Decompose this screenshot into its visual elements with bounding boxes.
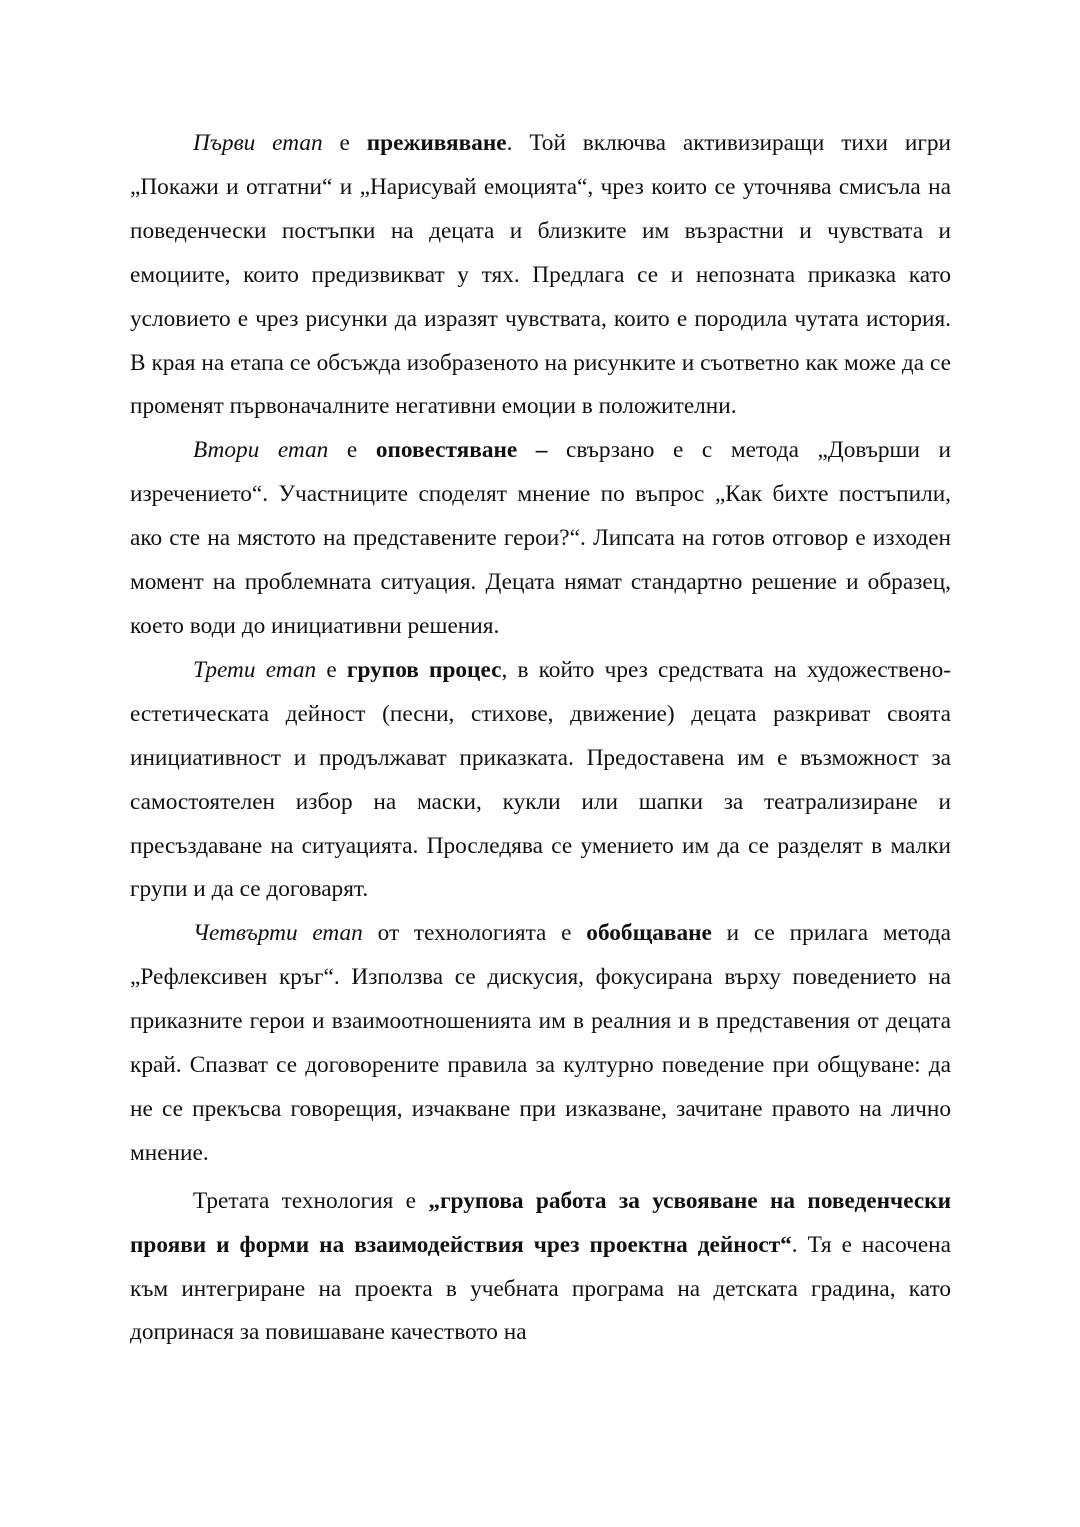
document-page [130, 122, 951, 1355]
stage-one-label: Първи етап [193, 130, 323, 156]
stage-three-label: Трети етап [193, 656, 317, 683]
stage-two-term: оповестяване – [375, 437, 548, 464]
paragraph-stage-three [130, 649, 951, 912]
stage-three-term: групов процес [346, 656, 502, 683]
paragraph-stage-two [130, 429, 951, 649]
stage-one-term: преживяване [366, 130, 507, 156]
paragraph-text: е [328, 437, 376, 464]
paragraph-text: . Тя е насочена към интегриране на проекта в учебната програма на детската градина, като допринася за повишаване качеството на [130, 1231, 951, 1346]
paragraph-text: Третата технология е [193, 1187, 429, 1214]
paragraph-text: е [316, 656, 347, 683]
paragraph-text: , в който чрез средствата на художествено-естетическата дейност (песни, стихове, движение) децата разкриват своята инициативност и продължават приказката. Предоставена им е възможност за самостоятелен избор на маски, кукли или шапки за театрализиране и пресъздаване на ситуацията. Проследява се умението им да се разделят в малки групи и да се договарят. [130, 656, 951, 903]
paragraph-text: . Той включва активизиращи тихи игри „Покажи и отгатни“ и „Нарисувай емоцията“, чрез които се уточнява смисъла на поведенчески постъпки на децата и близките им възрастни и чувствата и емоциите, които предизвикват у тях. Предлага се и непозната приказка като условието е чрез рисунки да изразят чувствата, които е породила чутата история. В края на етапа се обсъжда изобразеното на рисунките и съответно как може да се променят първоначалните негативни емоции в положителни. [130, 130, 952, 420]
paragraph-stage-four [130, 912, 951, 1175]
stage-two-label: Втори етап [193, 437, 329, 464]
paragraph-text: и се прилага метода „Рефлексивен кръг“. Използва се дискусия, фокусирана върху поведението на приказните герои и взаимоотношенията им в реалния и в представения от децата край. Спазват се договорените правила за културно поведение при общуване: да не се прекъсва говорещия, изчакване при изказване, зачитане правото на лично мнение. [130, 920, 951, 1166]
paragraph-stage-one [130, 122, 951, 429]
third-technology-term: „групова работа за усвояване на поведенчески прояви и форми на взаимодействия чрез проектна дейност“ [130, 1187, 952, 1258]
paragraph-text: е [322, 130, 367, 156]
stage-four-label: Четвърти етап [193, 920, 363, 947]
paragraph-text: свързано е с метода „Довърши и изречението“. Участниците споделят мнение по въпрос „Как бихте постъпили, ако сте на мястото на представените герои?“. Липсата на готов отговор е изходен момент на проблемната ситуация. Децата нямат стандартно решение и образец, което води до инициативни решения. [130, 437, 951, 639]
stage-four-term: обобщаване [586, 920, 712, 947]
paragraph-third-technology [130, 1180, 951, 1356]
paragraph-text: от технологията е [362, 920, 587, 947]
